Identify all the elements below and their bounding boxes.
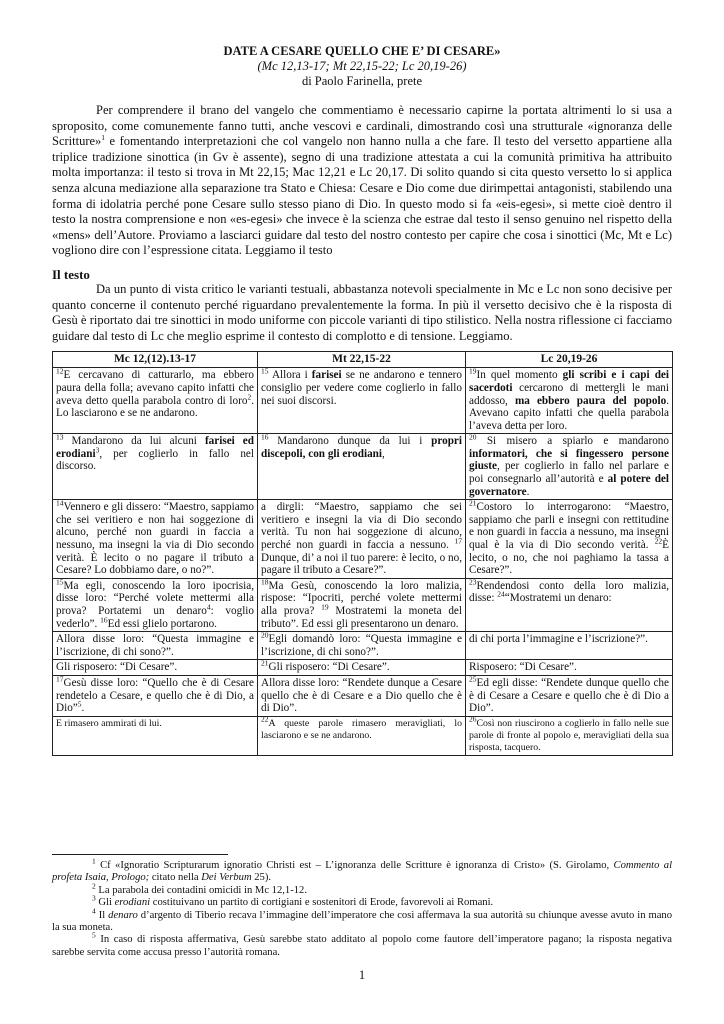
page-title: DATE A CESARE QUELLO CHE E’ DI CESARE» [223, 44, 501, 58]
footnote: $^2$ La parabola dei contadini omicidi in Mc 12,1-12. [92, 881, 307, 896]
table-cell-lc: Risposero: “Di Cesare”. [466, 660, 673, 676]
table-cell-mc: Gli risposero: “Di Cesare”. [53, 660, 258, 676]
footnote: $^3$ Gli erodiani costituivano un partito di cortigiani e sostenitori di Erode, favorevoli ai Romani. [92, 893, 494, 909]
table-cell-lc: $^{25}$Ed egli disse: “Rendete dunque quello che è di Cesare a Cesare e quello che è di Dio a Dio”. [466, 675, 673, 716]
column-header-lc: Lc 20,19-26 [466, 352, 673, 368]
table-cell-mt: $^{18}$Ma Gesù, conoscendo la loro malizia, rispose: “Ipocriti, perché volete mettermi alla prova? $^{19}$ Mostratemi la moneta del tributo”. Ed essi gli presentarono un denaro. [258, 578, 466, 631]
table-cell-mt: $^{20}$Egli domandò loro: “Questa immagine e l’iscrizione, di chi sono?”. [258, 632, 466, 660]
table-row [53, 675, 673, 716]
footnote: $^4$ Il denaro d’argento di Tiberio recava l’immagine dell’imperatore che così affermava la sua autorità su chiunque avesse avuto in mano la sua moneta. [52, 906, 672, 934]
page-number: 1 [358, 968, 366, 982]
footnote-ref[interactable]: 4 [206, 602, 211, 612]
footnote: $^5$ In caso di risposta affermativa, Gesù sarebbe stato additato al popolo come fautore dell’imperatore pagano; la risposta negativa sarebbe servita come accusa presso l’autorità romana. [52, 930, 672, 958]
footnote-ref[interactable]: 3 [95, 445, 100, 455]
synoptic-table [52, 351, 673, 755]
table-cell-mc: $^{17}$Gesù disse loro: “Quello che è di Cesare rendetelo a Cesare, e quello che è di Dio, a Dio”$^5$. [53, 675, 258, 716]
section-paragraph: Da un punto di vista critico le varianti testuali, abbastanza notevoli specialmente in Mc e Lc non sono decisive per quanto concerne il contenuto perché riguardano prevalentemente la forma. In più il versetto decisivo che è la risposta di Gesù è riportato dai tre sinottici in modo uniforme con piccole varianti di tipo stilistico. Nella nostra riflessione ci facciamo guidare dal testo di Lc che meglio esprime il contesto di complotto e di tensione. Leggiamo. [52, 281, 672, 343]
section-heading: Il testo [52, 266, 90, 282]
table-cell-lc: $^{20}$ Si misero a spiarlo e mandarono informatori, che si fingessero persone giuste, per coglierlo in fallo nel parlare e poi consegnarlo all’autorità e al potere del governatore. [466, 434, 673, 500]
footnote-divider [52, 854, 228, 855]
table-header-row [53, 352, 673, 368]
intro-paragraph: Per comprendere il brano del vangelo che commentiamo è necessario capirne la portata altrimenti lo si usa a sproposito, come comunemente fanno tutti, anche vescovi e cardinali, dimostrando così una strutturale «ignoranza delle Scritture»$^1$ e fomentando interpretazioni che col vangelo non hanno nulla a che fare. Il testo del versetto appartiene alla triplice tradizione sinottica (in Gv è assente), segno di una tradizione attestata a cui la comunità primitiva ha attribuito molta importanza: il testo si trova in Mt 22,15; Mac 12,21 e Lc 20,17. Di solito quando si cita questo versetto lo si applica senza alcuna mediazione alla separazione tra Stato e Chiesa: Cesare e Dio come due dirimpettai antagonisti, stabilendo una forma di idolatria perché pone Cesare sullo stesso piano di Dio. In questo modo si fa «eis-egesi», si mette cioè dentro il testo la nostra comprensione e non «es-egesi» che invece è la scienza che estrae dal testo il senso genuino nel rispetto della «mens» dell’Autore. Proviamo a lasciarci guidare dal testo del nostro contesto per capire che cosa i sinottici (Mc, Mt e Lc) vogliono dire con l’espressione citata. Leggiamo il testo [52, 103, 672, 258]
table-cell-mc: $^{14}$Vennero e gli dissero: “Maestro, sappiamo che sei veritiero e non hai soggezione di alcuno, perché non guardi in faccia a nessuno, ma insegni la via di Dio secondo verità. È lecito o no pagare il tributo a Cesare? Lo dobbiamo dare, o no?”. [53, 500, 258, 579]
table-cell-mt: $^{15}$ Allora i farisei se ne andarono e tennero consiglio per vedere come coglierlo in fallo nei suoi discorsi. [258, 368, 466, 434]
table-cell-mt: $^{21}$Gli risposero: “Di Cesare”. [258, 660, 466, 676]
footnote-ref[interactable]: 5 [77, 699, 82, 709]
table-cell-lc: $^{26}$Così non riuscirono a coglierlo in fallo nelle sue parole di fronte al popolo e, meravigliati della sua risposta, tacquero. [466, 716, 673, 755]
table-cell-lc: di chi porta l’immagine e l’iscrizione?”. [466, 632, 673, 660]
table-cell-mc: $^{13}$ Mandarono da lui alcuni farisei ed erodiani$^3$, per coglierlo in fallo nel discorso. [53, 434, 258, 500]
table-row [53, 578, 673, 631]
footnote-ref[interactable]: 2 [247, 391, 252, 401]
table-row [53, 434, 673, 500]
column-header-mc: Mc 12,(12).13-17 [53, 352, 258, 368]
table-row [53, 500, 673, 579]
footnote: $^1$ Cf «Ignoratio Scripturarum ignoratio Christi est – L’ignoranza delle Scritture è ignoranza di Cristo» (S. Girolamo, Commento al profeta Isaia, Prologo; citato nella Dei Verbum 25). [52, 856, 673, 884]
column-header-mt: Mt 22,15-22 [258, 352, 466, 368]
table-cell-mt: $^{22}$A queste parole rimasero meravigliati, lo lasciarono e se ne andarono. [258, 716, 466, 755]
author-line: di Paolo Farinella, prete [301, 74, 423, 88]
footnotes [52, 856, 673, 959]
table-cell-mc: Allora disse loro: “Questa immagine e l’iscrizione, di chi sono?”. [53, 632, 258, 660]
table-cell-mc: $^{15}$Ma egli, conoscendo la loro ipocrisia, disse loro: “Perché volete mettermi alla prova? Portatemi un denaro$^4$: voglio vederlo”. $^{16}$Ed essi glielo portarono. [53, 578, 258, 631]
table-row [53, 660, 673, 676]
table-row [53, 632, 673, 660]
table-row [53, 716, 673, 755]
table-cell-lc: $^{19}$In quel momento gli scribi e i capi dei sacerdoti cercarono di mettergli le mani addosso, ma ebbero paura del popolo. Avevano capito infatti che quella parabola l’aveva detta per loro. [466, 368, 673, 434]
table-cell-lc: $^{23}$Rendendosi conto della loro malizia, disse: $^{24}$“Mostratemi un denaro: [466, 578, 673, 631]
table-cell-mt: Allora disse loro: “Rendete dunque a Cesare quello che è di Cesare e a Dio quello che è di Dio”. [258, 675, 466, 716]
table-cell-lc: $^{21}$Costoro lo interrogarono: “Maestro, sappiamo che parli e insegni con rettitudine e non guardi in faccia a nessuno, ma insegni qual è la via di Dio secondo verità. $^{22}$È lecito, o no, che noi paghiamo la tassa a Cesare?”. [466, 500, 673, 579]
footnote-ref[interactable]: 1 [101, 133, 106, 143]
table-cell-mt: a dirgli: “Maestro, sappiamo che sei veritiero e insegni la via di Dio secondo verità. Tu non hai soggezione di alcuno, perché non guardi in faccia a nessuno. $^{17}$ Dunque, di’ a noi il tuo parere: è lecito, o no, pagare il tributo a Cesare?”. [258, 500, 466, 579]
table-cell-mc: $^{12}$E cercavano di catturarlo, ma ebbero paura della folla; avevano capito infatti che aveva detto quella parabola contro di loro$^2$. Lo lasciarono e se ne andarono. [53, 368, 258, 434]
table-cell-mt: $^{16}$ Mandarono dunque da lui i propri discepoli, con gli erodiani, [258, 434, 466, 500]
gospel-references: (Mc 12,13-17; Mt 22,15-22; Lc 20,19-26) [257, 59, 467, 73]
table-row [53, 368, 673, 434]
table-cell-mc: E rimasero ammirati di lui. [53, 716, 258, 755]
document-page [52, 44, 672, 756]
